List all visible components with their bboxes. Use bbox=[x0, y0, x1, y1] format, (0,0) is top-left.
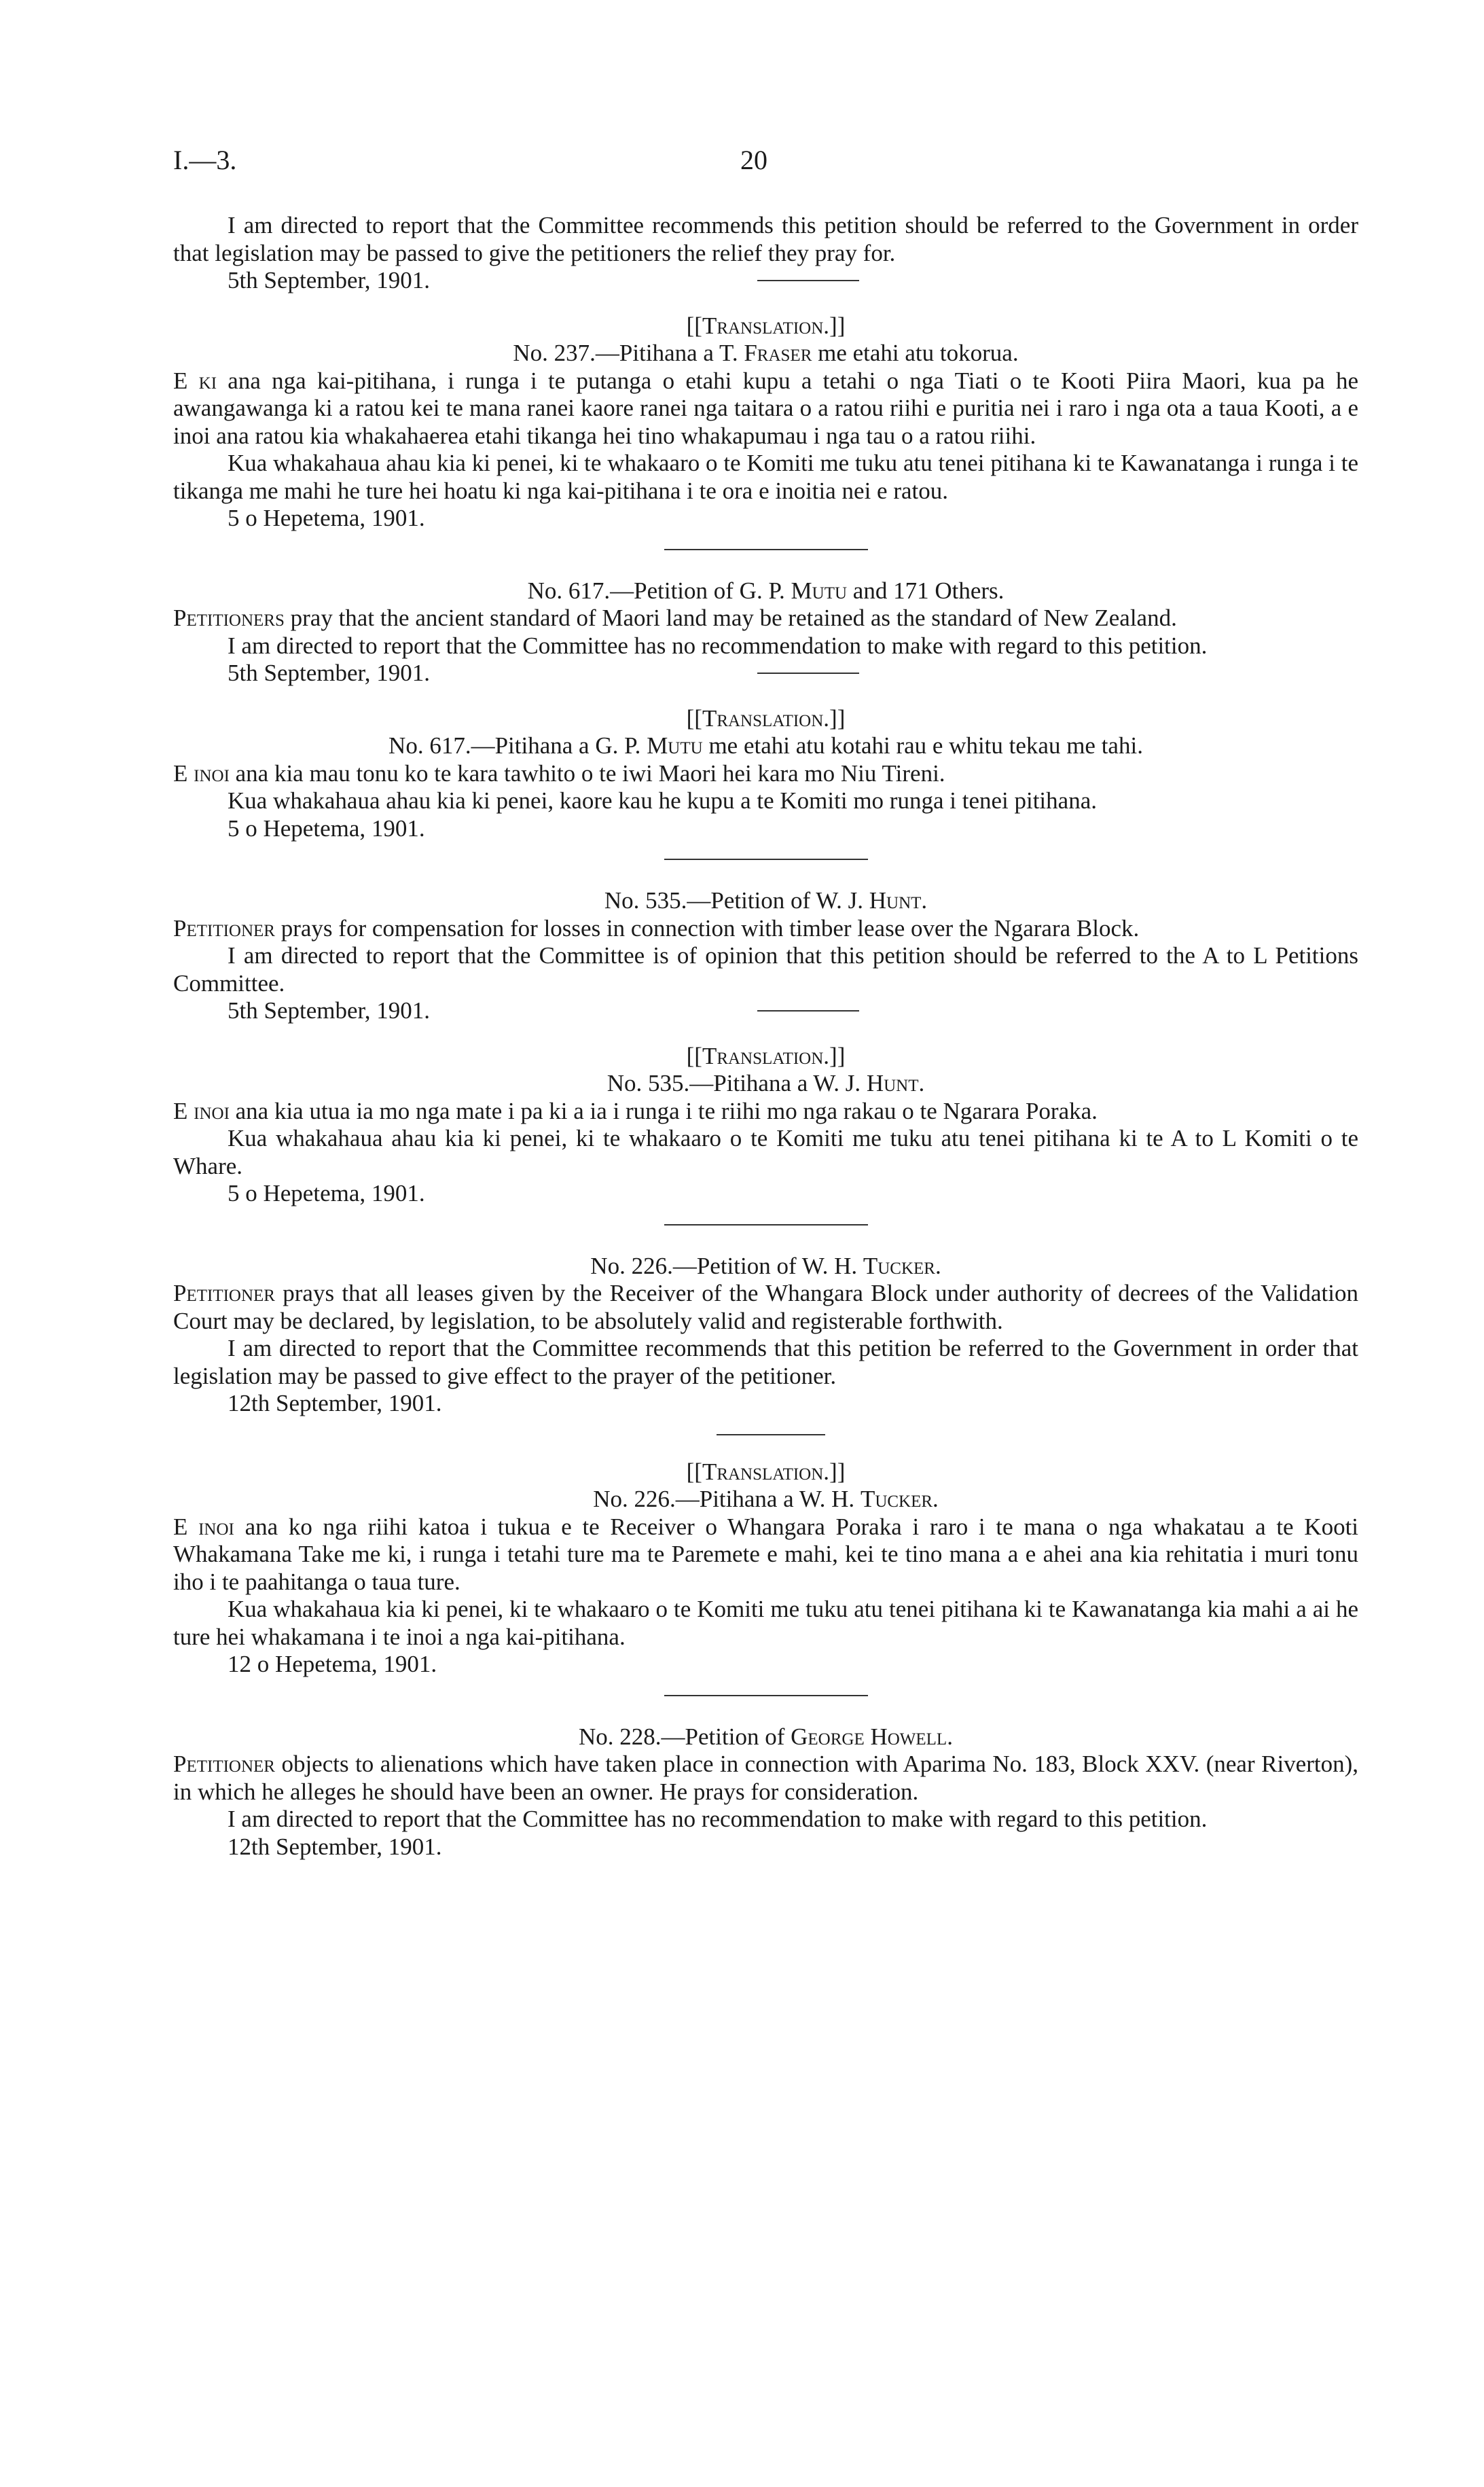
petition-heading: No. 617.—Pitihana a G. P. Mutu me etahi atu kotahi rau e whitu tekau me tahi. bbox=[388, 732, 1143, 759]
divider bbox=[757, 1010, 859, 1012]
section-petition-226 bbox=[173, 1253, 1358, 1435]
report-date: 12th September, 1901. bbox=[228, 1390, 442, 1416]
report-paragraph: I am directed to report that the Committee recommends this petition should be referred to the Government in order that legislation may be passed to give the petitioners the relief they pray for. bbox=[173, 212, 1358, 266]
report-date: 5th September, 1901. bbox=[228, 267, 430, 293]
page-header bbox=[173, 144, 1358, 185]
report-date: 5 o Hepetema, 1901. bbox=[228, 1180, 425, 1206]
section-translation-237 bbox=[173, 312, 1358, 550]
report-paragraph: Kua whakahaua ahau kia ki penei, ki te whakaaro o te Komiti me tuku atu tenei pitihana ki te Kawanatanga i runga i te tikanga me mahi he ture hei hoatu ki nga kai-pitihana i te ora e inoitia nei e ratou. bbox=[173, 450, 1358, 504]
section-divider bbox=[664, 549, 868, 550]
section-petition-617 bbox=[173, 577, 1358, 687]
petition-paragraph: Petitioner objects to alienations which have taken place in connection with Aparima No. 183, Block XXV. (near Riverton), in which he alleges he should have been an owner. He prays for consideration. bbox=[173, 1751, 1358, 1805]
section-petition-228 bbox=[173, 1723, 1358, 1861]
report-date: 5th September, 1901. bbox=[228, 997, 430, 1024]
section-divider bbox=[664, 1224, 868, 1225]
report-paragraph: Kua whakahaua ahau kia ki penei, kaore kau he kupu a te Komiti mo runga i tenei pitihana. bbox=[228, 787, 1097, 814]
petition-heading: No. 226.—Pitihana a W. H. Tucker. bbox=[593, 1486, 939, 1512]
report-date: 12th September, 1901. bbox=[228, 1833, 442, 1860]
section-translation-617 bbox=[173, 705, 1358, 861]
petition-heading: No. 226.—Petition of W. H. Tucker. bbox=[590, 1252, 941, 1279]
report-paragraph: I am directed to report that the Committee is of opinion that this petition should be referred to the A to L Petitions Committee. bbox=[173, 942, 1358, 997]
section-petition-535 bbox=[173, 887, 1358, 1025]
section-intro bbox=[173, 212, 1358, 295]
translation-label: [[Translation.]] bbox=[686, 1042, 846, 1069]
translation-label: [[Translation.]] bbox=[686, 704, 846, 732]
section-translation-226 bbox=[173, 1459, 1358, 1696]
petition-heading: No. 617.—Petition of G. P. Mutu and 171 Others. bbox=[527, 577, 1005, 604]
report-paragraph: Kua whakahaua kia ki penei, ki te whakaaro o te Komiti me tuku atu tenei pitihana ki te Kawanatanga kia mahi a ai he ture hei whakamana i te inoi a nga kai-pitihana. bbox=[173, 1596, 1358, 1650]
petition-paragraph: Petitioners pray that the ancient standard of Maori land may be retained as the standard of New Zealand. bbox=[173, 605, 1177, 631]
section-divider bbox=[664, 859, 868, 860]
section-divider bbox=[664, 1695, 868, 1696]
petition-heading: No. 535.—Pitihana a W. J. Hunt. bbox=[607, 1070, 925, 1096]
translation-label: [[Translation.]] bbox=[686, 1458, 846, 1485]
report-paragraph: I am directed to report that the Committee has no recommendation to make with regard to this petition. bbox=[228, 1806, 1208, 1832]
petition-heading: No. 535.—Petition of W. J. Hunt. bbox=[604, 887, 928, 914]
petition-paragraph: E inoi ana kia mau tonu ko te kara tawhito o te iwi Maori hei kara mo Niu Tireni. bbox=[173, 759, 945, 787]
document-body bbox=[173, 212, 1358, 1861]
report-date: 5th September, 1901. bbox=[228, 660, 430, 686]
page-number: 20 bbox=[740, 145, 767, 175]
report-paragraph: I am directed to report that the Committee has no recommendation to make with regard to this petition. bbox=[228, 632, 1208, 659]
section-translation-535 bbox=[173, 1043, 1358, 1225]
divider bbox=[717, 1434, 825, 1435]
petition-heading: No. 237.—Pitihana a T. Fraser me etahi atu tokorua. bbox=[513, 340, 1019, 366]
petition-paragraph: Petitioner prays for compensation for losses in connection with timber lease over the Ngarara Block. bbox=[173, 914, 1140, 942]
petition-heading: No. 228.—Petition of George Howell. bbox=[579, 1723, 953, 1750]
petition-paragraph: Petitioner prays that all leases given by the Receiver of the Whangara Block under authority of decrees of the Validation Court may be declared, by legislation, to be absolutely valid and registerable forthwith. bbox=[173, 1280, 1358, 1334]
document-code: I.—3. bbox=[173, 145, 237, 175]
report-paragraph: I am directed to report that the Committee recommends that this petition be referred to the Government in order that legislation may be passed to give effect to the prayer of the petitioner. bbox=[173, 1335, 1358, 1389]
petition-paragraph: E inoi ana kia utua ia mo nga mate i pa ki a ia i runga i te riihi mo nga rakau o te Ngarara Poraka. bbox=[173, 1097, 1098, 1124]
divider bbox=[757, 280, 859, 281]
translation-label: [[Translation.]] bbox=[686, 312, 846, 339]
report-date: 5 o Hepetema, 1901. bbox=[228, 505, 425, 531]
report-date: 5 o Hepetema, 1901. bbox=[228, 815, 425, 842]
petition-paragraph: E ki ana nga kai-pitihana, i runga i te putanga o etahi kupu a tetahi o nga Tiati o te Kooti Piira Maori, kua pa he awangawanga ki a ratou kei te mana ranei kaore ranei nga taitara o a ratou riihi e puritia nei i raro i nga ota a taua Kooti, a e inoi ana ratou kia whakahaerea etahi tikanga hei tino whakapumau i nga tau o a ratou riihi. bbox=[173, 367, 1358, 449]
report-paragraph: Kua whakahaua ahau kia ki penei, ki te whakaaro o te Komiti me tuku atu tenei pitihana ki te A to L Komiti o te Whare. bbox=[173, 1125, 1358, 1179]
divider bbox=[757, 673, 859, 674]
report-date: 12 o Hepetema, 1901. bbox=[228, 1651, 437, 1677]
petition-paragraph: E inoi ana ko nga riihi katoa i tukua e te Receiver o Whangara Poraka i raro i te mana o nga whakatau a te Kooti Whakamana Take me ki, i runga i tetahi ture ma te Paremete e mahi, kei te tino mana a e ahei ana kia rehitatia i muri tonu iho i te paahitanga o taua ture. bbox=[173, 1513, 1359, 1595]
